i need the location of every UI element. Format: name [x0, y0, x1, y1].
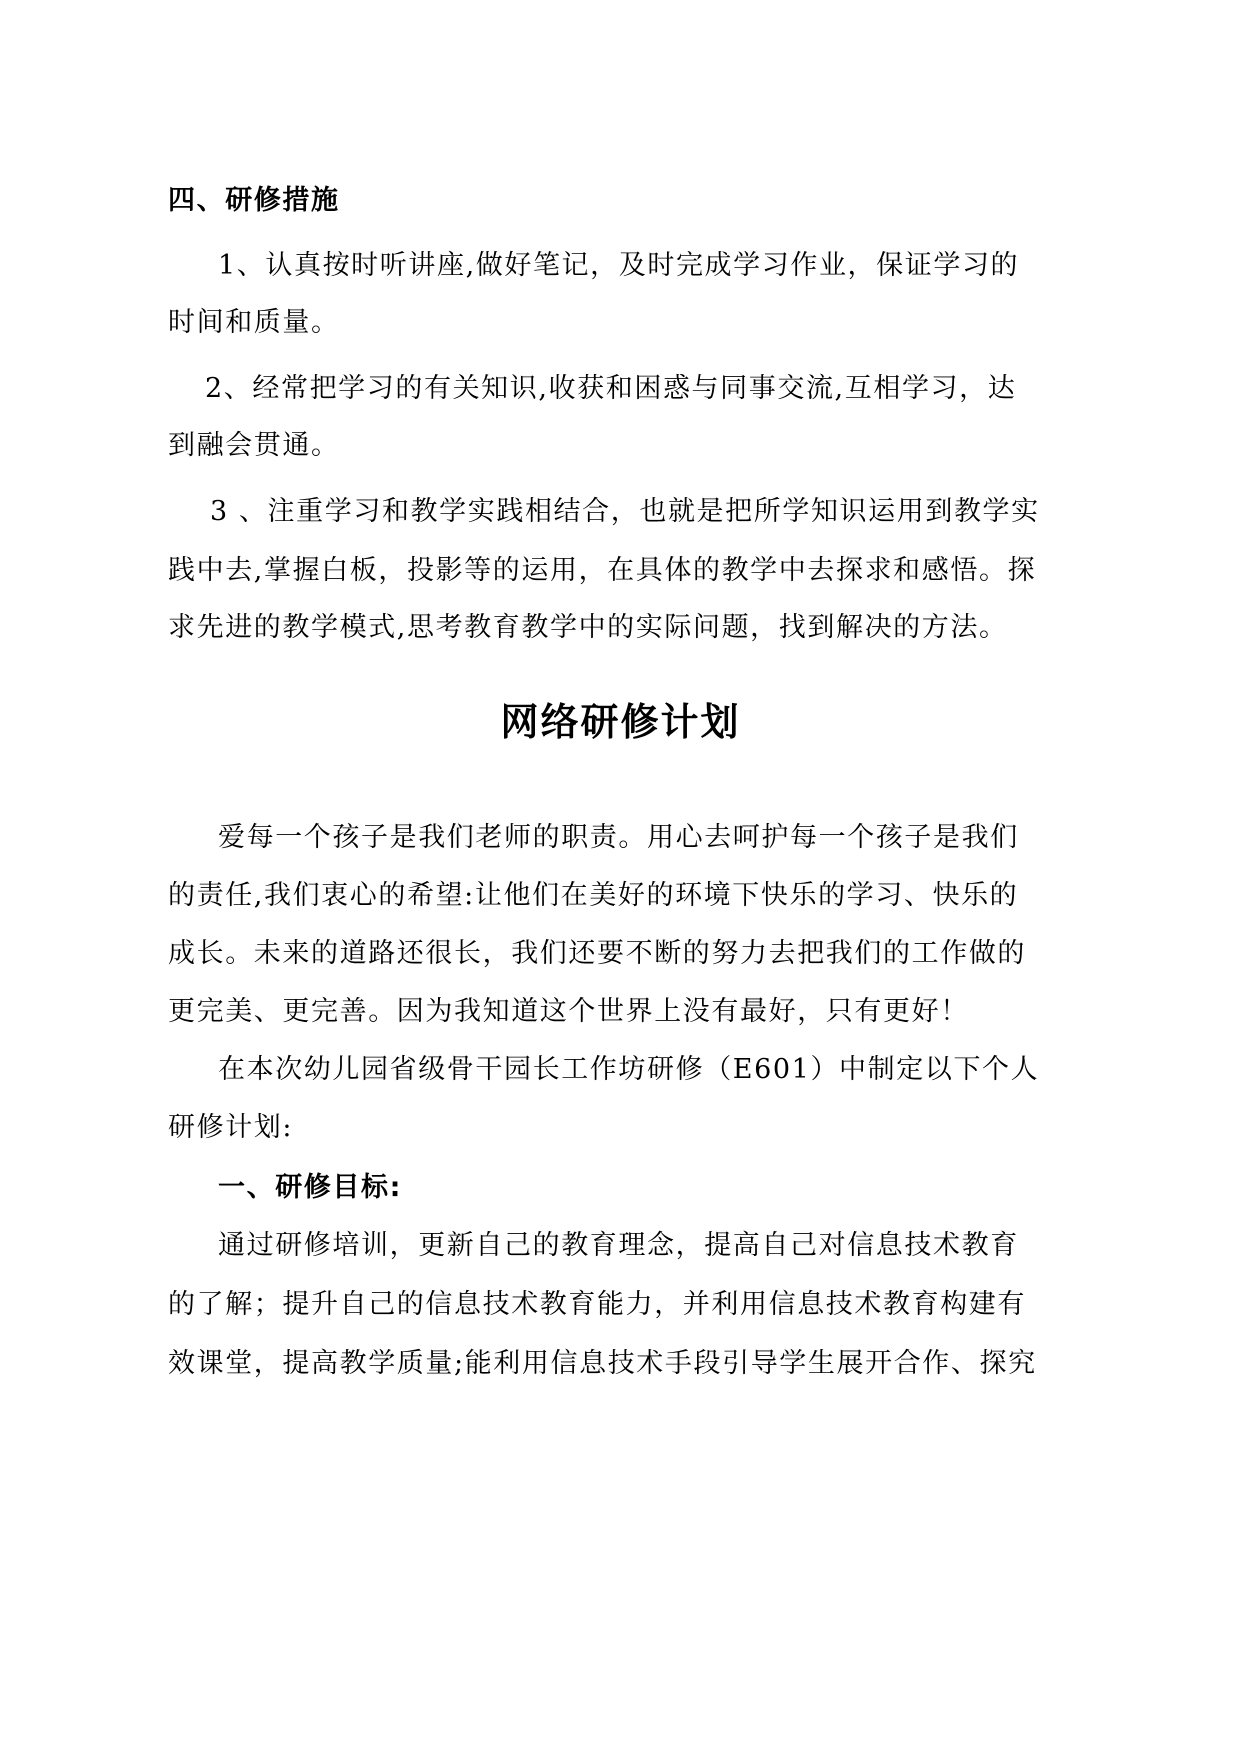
measure-2-line-1: 2、经常把学习的有关知识,收获和困惑与同事交流,互相学习，达 [205, 373, 1017, 404]
measure-3-line-2: 践中去,掌握白板，投影等的运用，在具体的教学中去探求和感悟。探 [168, 555, 1037, 586]
page-title: 网络研修计划 [500, 700, 741, 744]
intro-para-line-1: 爱每一个孩子是我们老师的职责。用心去呵护每一个孩子是我们 [218, 822, 1019, 853]
measure-3-line-1: 3 、注重学习和教学实践相结合，也就是把所学知识运用到教学实 [210, 496, 1040, 527]
plan-intro-line-1: 在本次幼儿园省级骨干园长工作坊研修（E601）中制定以下个人 [218, 1054, 1040, 1085]
goal-para-line-2: 的了解；提升自己的信息技术教育能力，并利用信息技术教育构建有 [168, 1289, 1026, 1320]
plan-intro-line-2: 研修计划: [168, 1112, 294, 1143]
goal-para-line-3: 效课堂，提高教学质量;能利用信息技术手段引导学生展开合作、探究 [168, 1348, 1037, 1379]
intro-para-line-2: 的责任,我们衷心的希望:让他们在美好的环境下快乐的学习、快乐的 [168, 880, 1019, 911]
intro-para-line-4: 更完美、更完善。因为我知道这个世界上没有最好，只有更好！ [168, 996, 969, 1027]
measure-1-line-2: 时间和质量。 [168, 307, 340, 338]
section-heading-measures: 四、研修措施 [168, 185, 340, 216]
measure-1-line-1: 1、认真按时听讲座,做好笔记，及时完成学习作业，保证学习的 [218, 250, 1020, 281]
section-heading-goals: 一、研修目标: [218, 1172, 402, 1203]
measure-2-line-2: 到融会贯通。 [168, 430, 340, 461]
intro-para-line-3: 成长。未来的道路还很长，我们还要不断的努力去把我们的工作做的 [168, 938, 1026, 969]
goal-para-line-1: 通过研修培训，更新自己的教育理念，提高自己对信息技术教育 [218, 1230, 1019, 1261]
measure-3-line-3: 求先进的教学模式,思考教育教学中的实际问题，找到解决的方法。 [168, 612, 1008, 643]
